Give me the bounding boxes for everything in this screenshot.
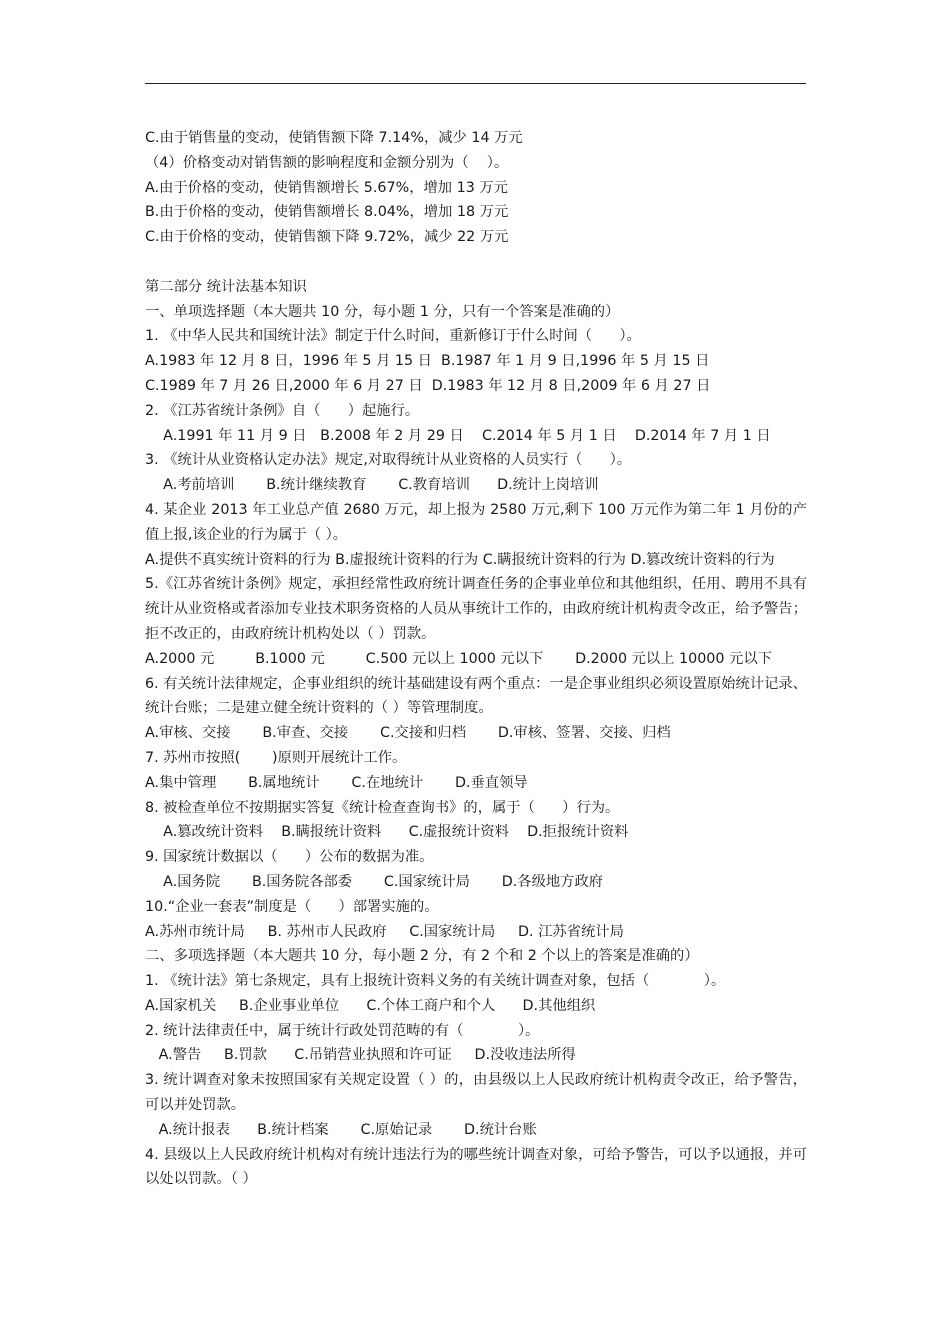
text-line: A.由于价格的变动，使销售额增长 5.67%，增加 13 万元 bbox=[145, 179, 508, 196]
section-heading: 二、多项选择题（本大题共 10 分，每小题 2 分，有 2 个和 2 个以上的答案是准确的） bbox=[145, 948, 699, 965]
options: A.国家机关 B.企业事业单位 C.个体工商户和个人 D.其他组织 bbox=[145, 997, 596, 1014]
question: 3. 统计调查对象未按照国家有关规定设置（ ）的，由县级以上人民政府统计机构责令改正，给予警告，可以并处罚款。 bbox=[145, 1072, 807, 1114]
header-rule bbox=[145, 83, 806, 84]
question: 1. 《中华人民共和国统计法》制定于什么时间，重新修订于什么时间（ ）。 bbox=[145, 328, 641, 345]
question: 6. 有关统计法律规定，企事业组织的统计基础建设有两个重点：一是企事业组织必须设置原始统计记录、统计台账；二是建立健全统计资料的（ ）等管理制度。 bbox=[145, 675, 807, 717]
text-line: C.由于价格的变动，使销售额下降 9.72%，减少 22 万元 bbox=[145, 229, 509, 246]
text-line: （4）价格变动对销售额的影响程度和金额分别为（ ）。 bbox=[145, 154, 509, 171]
options: A.国务院 B.国务院各部委 C.国家统计局 D.各级地方政府 bbox=[145, 873, 604, 890]
options: A.苏州市统计局 B. 苏州市人民政府 C.国家统计局 D. 江苏省统计局 bbox=[145, 923, 624, 940]
text-line: C.由于销售量的变动，使销售额下降 7.14%，减少 14 万元 bbox=[145, 130, 523, 146]
options: A.2000 元 B.1000 元 C.500 元以上 1000 元以下 D.2000 元以上 10000 元以下 bbox=[145, 650, 772, 667]
question: 3. 《统计从业资格认定办法》规定,对取得统计从业资格的人员实行（ ）。 bbox=[145, 452, 632, 469]
question: 4. 县级以上人民政府统计机构对有统计违法行为的哪些统计调查对象，可给予警告，可以予以通报，并可以处以罚款。（ ） bbox=[145, 1146, 807, 1188]
options: A.1991 年 11 月 9 日 B.2008 年 2 月 29 日 C.2014 年 5 月 1 日 D.2014 年 7 月 1 日 bbox=[145, 427, 771, 444]
question: 2. 《江苏省统计条例》自（ ）起施行。 bbox=[145, 402, 420, 419]
question: 2. 统计法律责任中，属于统计行政处罚范畴的有（ ）。 bbox=[145, 1022, 540, 1039]
question: 9. 国家统计数据以（ ）公布的数据为准。 bbox=[145, 849, 434, 866]
section-heading: 一、单项选择题（本大题共 10 分，每小题 1 分，只有一个答案是准确的） bbox=[145, 303, 620, 320]
section-title: 第二部分 统计法基本知识 bbox=[145, 278, 307, 295]
question: 8. 被检查单位不按期据实答复《统计检查查询书》的，属于（ ）行为。 bbox=[145, 799, 620, 816]
options: A.考前培训 B.统计继续教育 C.教育培训 D.统计上岗培训 bbox=[145, 477, 599, 494]
options: A.统计报表 B.统计档案 C.原始记录 D.统计台账 bbox=[145, 1121, 537, 1138]
options: A.审核、交接 B.审查、交接 C.交接和归档 D.审核、签署、交接、归档 bbox=[145, 725, 671, 742]
options: A.1983 年 12 月 8 日，1996 年 5 月 15 日 B.1987 年 1 月 9 日,1996 年 5 月 15 日 bbox=[145, 353, 710, 370]
options: A.提供不真实统计资料的行为 B.虚报统计资料的行为 C.瞒报统计资料的行为 D.篡改统计资料的行为 bbox=[145, 551, 775, 568]
options: A.集中管理 B.属地统计 C.在地统计 D.垂直领导 bbox=[145, 774, 528, 791]
question: 1. 《统计法》第七条规定，具有上报统计资料义务的有关统计调查对象，包括（ ）。 bbox=[145, 973, 726, 990]
question: 4. 某企业 2013 年工业总产值 2680 万元，却上报为 2580 万元,剩下 100 万元作为第二年 1 月份的产值上报,该企业的行为属于（ ）。 bbox=[145, 501, 807, 543]
question: 10.“企业一套表”制度是（ ）部署实施的。 bbox=[145, 898, 439, 915]
options: A.篡改统计资料 B.瞒报统计资料 C.虚报统计资料 D.拒报统计资料 bbox=[145, 824, 629, 841]
question: 7. 苏州市按照( )原则开展统计工作。 bbox=[145, 749, 407, 766]
blank-line bbox=[145, 250, 807, 275]
text-line: B.由于价格的变动，使销售额增长 8.04%，增加 18 万元 bbox=[145, 204, 509, 221]
question: 5.《江苏省统计条例》规定，承担经常性政府统计调查任务的企事业单位和其他组织，任用、聘用不具有统计从业资格或者添加专业技术职务资格的人员从事统计工作的，由政府统计机构责令改正，给予警告；拒不改正的，由政府统计机构处以（ ）罚款。 bbox=[145, 576, 807, 642]
document-body bbox=[145, 126, 807, 1192]
options: C.1989 年 7 月 26 日,2000 年 6 月 27 日 D.1983 年 12 月 8 日,2009 年 6 月 27 日 bbox=[145, 377, 711, 394]
options: A.警告 B.罚款 C.吊销营业执照和许可证 D.没收违法所得 bbox=[145, 1047, 576, 1064]
